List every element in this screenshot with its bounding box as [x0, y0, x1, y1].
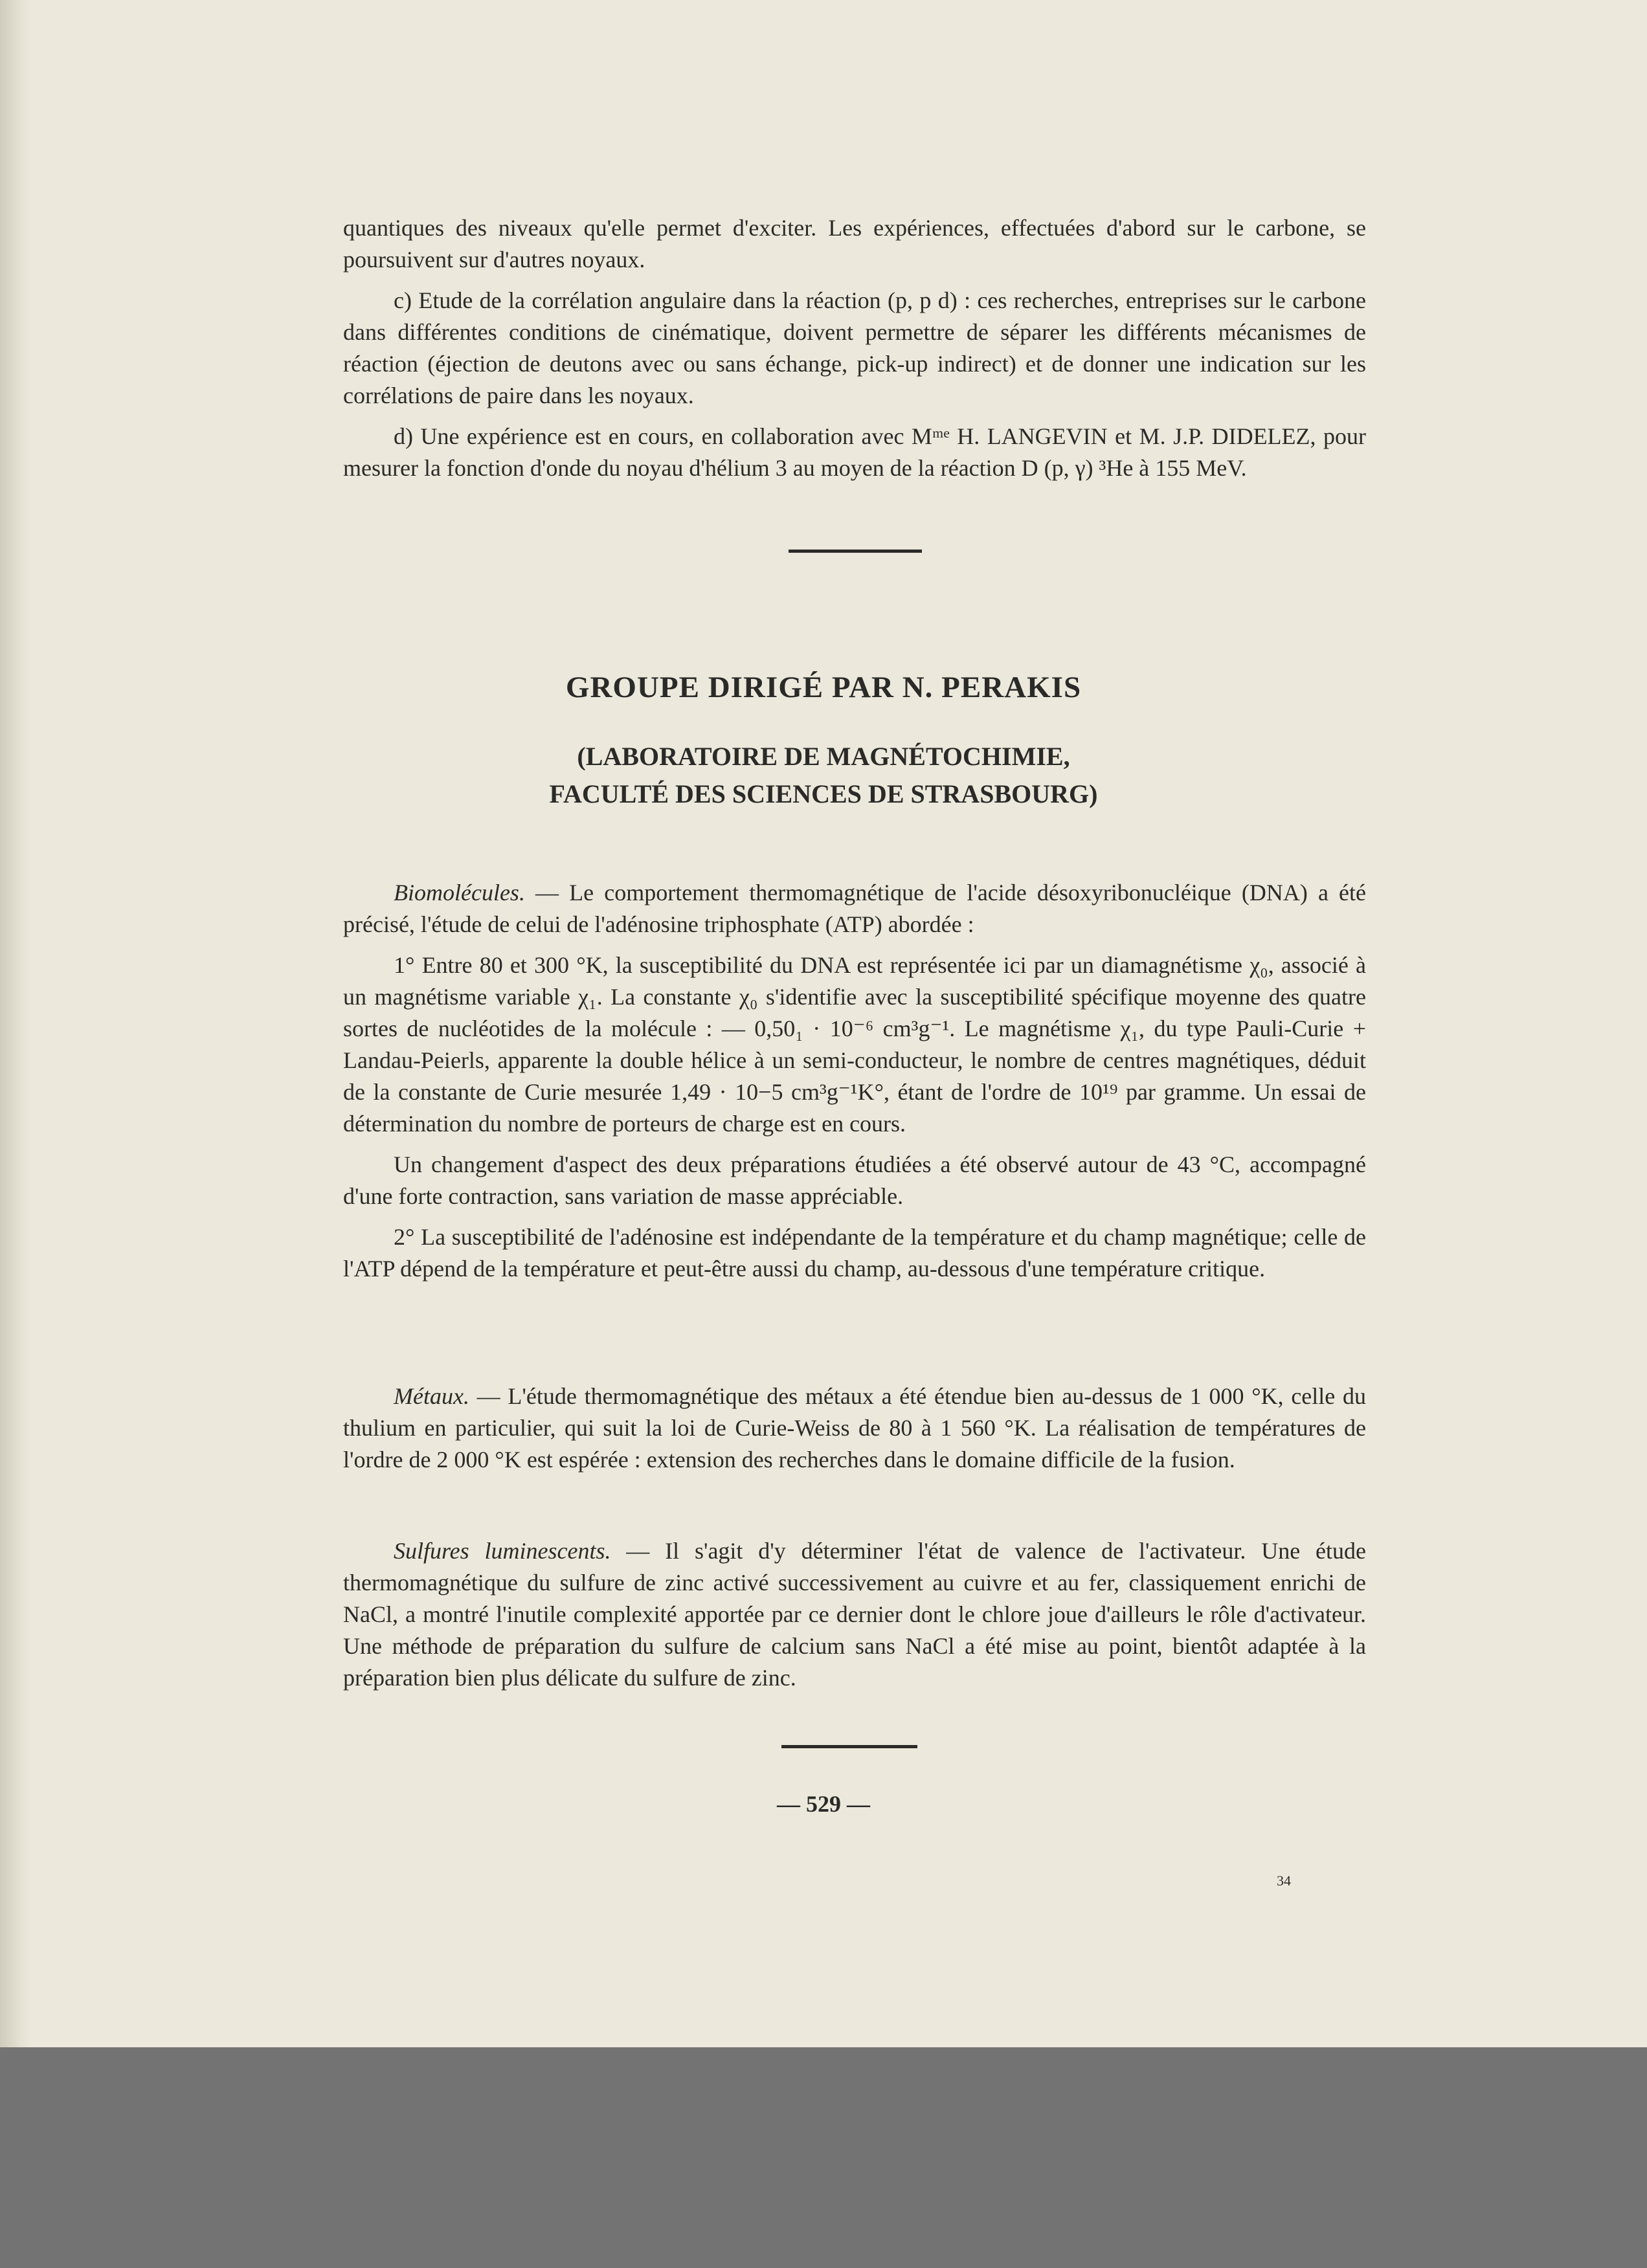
- scan-background: [0, 2047, 1647, 2268]
- metaux-paragraph: [343, 1381, 1366, 1476]
- metaux-text: — L'étude thermomagnétique des métaux a été étendue bien au-dessus de 1 000 °K, celle du thulium en particulier, qui suit la loi de Curie-Weiss de 80 à 1 560 °K. La réalisation de températures de l'ordre de 2 000 °K est espérée : extension des recherches dans le domaine difficile de la fusion.: [343, 1383, 1366, 1473]
- section-divider: [789, 550, 922, 553]
- subtitle-line-2: FACULTÉ DES SCIENCES DE STRASBOURG): [549, 779, 1098, 808]
- paragraph-continuation: quantiques des niveaux qu'elle permet d'exciter. Les expériences, effectuées d'abord sur le carbone, se poursuivent sur d'autres noyaux.: [343, 215, 1366, 272]
- sulfures-lead: Sulfures luminescents.: [394, 1538, 611, 1564]
- biomolecules-intro: [343, 877, 1366, 940]
- top-section: [343, 212, 1366, 493]
- section-subtitle: [0, 738, 1647, 813]
- biomolecules-lead: Biomolécules.: [394, 880, 525, 906]
- paragraph-d: d) Une expérience est en cours, en collaboration avec Mᵐᵉ H. LANGEVIN et M. J.P. DIDELEZ, pour mesurer la fonction d'onde du noyau d'hélium 3 au moyen de la réaction D (p, γ) ³He à 155 MeV.: [343, 423, 1366, 481]
- biomolecules-section: [343, 877, 1366, 1294]
- subtitle-line-1: (LABORATOIRE DE MAGNÉTOCHIMIE,: [577, 742, 1070, 771]
- biomolecules-text: — Le comportement thermomagnétique de l'acide désoxyribonucléique (DNA) a été précisé, l'étude de celui de l'adénosine triphosphate (ATP) abordée :: [343, 880, 1366, 937]
- page-binding-edge: [0, 0, 31, 2047]
- biomolecules-point-2: 2° La susceptibilité de l'adénosine est indépendante de la température et du champ magnétique; celle de l'ATP dépend de la température et peut-être aussi du champ, au-dessous d'une température critique.: [343, 1224, 1366, 1282]
- page-number: — 529 —: [777, 1791, 870, 1817]
- metaux-lead: Métaux.: [394, 1383, 469, 1409]
- sulfures-section: [343, 1535, 1366, 1703]
- end-divider: [781, 1745, 917, 1748]
- sulfures-paragraph: [343, 1535, 1366, 1694]
- paragraph-c: c) Etude de la corrélation angulaire dans la réaction (p, p d) : ces recherches, entreprises sur le carbone dans différentes conditions de cinématique, doivent permettre de séparer les différents mécanismes de réaction (éjection de deutons avec ou sans échange, pick-up indirect) et de donner une indication sur les corrélations de paire dans les noyaux.: [343, 287, 1366, 408]
- biomolecules-point-1: 1° Entre 80 et 300 °K, la susceptibilité du DNA est représentée ici par un diamagnétisme χ₀, associé à un magnétisme variable χ₁. La constante χ₀ s'identifie avec la susceptibilité spécifique moyenne des quatre sortes de nucléotides de la molécule : — 0,50₁ · 10⁻⁶ cm³g⁻¹. Le magnétisme χ₁, du type Pauli-Curie + Landau-Peierls, apparente la double hélice à un semi-conducteur, le nombre de centres magnétiques, déduit de la constante de Curie mesurée 1,49 · 10−5 cm³g⁻¹K°, étant de l'ordre de 10¹⁹ par gramme. Un essai de détermination du nombre de porteurs de charge est en cours.: [343, 952, 1366, 1137]
- biomolecules-observation: Un changement d'aspect des deux préparations étudiées a été observé autour de 43 °C, accompagné d'une forte contraction, sans variation de masse appréciable.: [343, 1151, 1366, 1209]
- metaux-section: [343, 1381, 1366, 1485]
- section-title: GROUPE DIRIGÉ PAR N. PERAKIS: [565, 671, 1082, 704]
- signature-mark: 34: [1277, 1873, 1291, 1889]
- sulfures-text: — Il s'agit d'y déterminer l'état de valence de l'activateur. Une étude thermomagnétique du sulfure de zinc activé successivement au cuivre et au fer, classiquement enrichi de NaCl, a montré l'inutile complexité apportée par ce dernier dont le chlore joue d'ailleurs le rôle d'activateur. Une méthode de préparation du sulfure de calcium sans NaCl a été mise au point, bientôt adaptée à la préparation bien plus délicate du sulfure de zinc.: [343, 1538, 1367, 1691]
